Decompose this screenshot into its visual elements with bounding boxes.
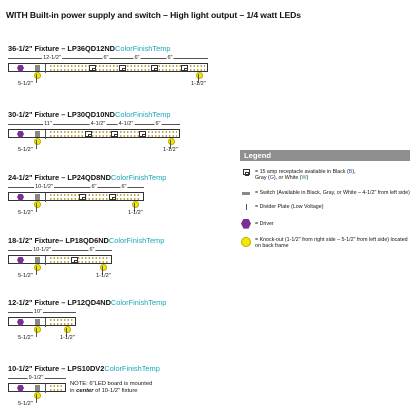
fixture-title (8, 44, 408, 53)
receptacle-text: ) (306, 175, 309, 182)
receptacle-icon (89, 65, 96, 71)
divider-plate (45, 193, 46, 202)
legend-driver-text: = Driver (255, 220, 274, 227)
led-row (49, 194, 141, 196)
receptacle-icon (71, 257, 78, 263)
divider-plate (45, 130, 46, 139)
dim-label: 4-1/2" (90, 121, 106, 127)
fixture-note (70, 381, 152, 395)
divider-plate (45, 318, 46, 327)
dimension-line (8, 250, 112, 251)
fixture-suffix: ColorFinishTemp (110, 298, 167, 307)
fixture-bar (8, 383, 66, 392)
dim-label: 4-1/2" (118, 121, 134, 127)
driver-icon (17, 257, 24, 264)
legend-title: Legend (240, 150, 410, 161)
legend-driver (240, 219, 410, 229)
fixture-size: 30-1/2" Fixture (8, 110, 60, 119)
note-emphasis: center (76, 388, 94, 394)
fixture-30 (8, 110, 408, 153)
fixture-bar (8, 317, 76, 326)
legend-divider-text: = Divider Plate (Low Voltage) (255, 204, 324, 211)
title-sep: – (59, 110, 68, 119)
driver-icon (241, 219, 251, 229)
fixture-suffix: ColorFinishTemp (110, 173, 167, 182)
dim-label: 10-1/2" (33, 247, 51, 253)
receptacle-icon (181, 65, 188, 71)
receptacle-text: ), or White ( (273, 175, 302, 182)
fixture-bar (8, 255, 112, 264)
ko-leader (36, 203, 37, 212)
left-ko-dim: 5-1/2" (18, 210, 33, 216)
fixture-model: LP30QD10ND (67, 110, 116, 119)
dim-label: 6" (167, 55, 173, 61)
left-ko-dim: 5-1/2" (18, 81, 33, 87)
note-post: of 10-1/2" fixture (93, 388, 138, 394)
switch-icon (35, 65, 40, 71)
fixture-title (8, 364, 408, 373)
fixture-suffix: ColorFinishTemp (115, 110, 171, 119)
receptacle-icon (109, 194, 116, 200)
left-ko-dim: 5-1/2" (18, 335, 33, 341)
note-line-2 (70, 388, 152, 395)
ko-leader (36, 266, 37, 275)
switch-icon (35, 257, 40, 263)
legend (240, 150, 410, 249)
fixture-size: 24-1/2" Fixture (8, 173, 60, 182)
receptacle-icon (243, 169, 250, 175)
divider-plate (45, 384, 46, 393)
fixture-size: 12-1/2" Fixture (8, 298, 60, 307)
legend-knockout-text: = Knock-out (1-1/2" from right side – 5-1/2" from left side) located on back frame (255, 236, 408, 250)
switch-icon (35, 194, 40, 200)
driver-icon (17, 385, 24, 392)
dim-label: 10-1/2" (35, 184, 53, 190)
ko-leader (36, 328, 37, 337)
led-row (49, 261, 109, 263)
receptacle-text: ), (352, 169, 356, 175)
dim-label: 11" (44, 121, 52, 127)
header-text: Built-in power supply and switch – High light output – 1/4 watt LEDs (29, 10, 301, 20)
driver-icon (17, 131, 24, 138)
dim-label: 12-1/2" (43, 55, 61, 61)
receptacle-icon (139, 131, 146, 137)
ko-leader (36, 74, 37, 83)
switch-icon (35, 385, 40, 391)
receptacle-icon (85, 131, 92, 137)
left-ko-dim: 5-1/2" (18, 401, 33, 407)
fixture-model: LP18QD6ND (65, 236, 109, 245)
dim-label: 6" (89, 247, 95, 253)
color-code-b: B (348, 169, 353, 175)
dim-label: 6" (103, 55, 109, 61)
ko-leader (36, 140, 37, 149)
dim-label: 9-1/2" (28, 375, 44, 381)
legend-switch-text: = Switch (Available in Black, Gray, or White – 4-1/2" from left side) (255, 189, 410, 196)
fixture-model: LP12QD4ND (67, 298, 111, 307)
left-ko-dim: 5-1/2" (18, 273, 33, 279)
fixture-suffix: ColorFinishTemp (115, 44, 171, 53)
fixture-bar (8, 63, 208, 72)
right-ko-dim: 1-1/2" (128, 210, 143, 216)
left-ko-dim: 5-1/2" (18, 147, 33, 153)
dim-label: 10" (33, 309, 43, 315)
receptacle-icon (79, 194, 86, 200)
switch-icon (242, 192, 250, 195)
title-sep: – (59, 298, 68, 307)
fixture-bar (8, 192, 144, 201)
legend-knockout (240, 237, 410, 250)
fixture-title (8, 298, 408, 307)
fixture-10 (8, 364, 408, 407)
fixture-size: 36-1/2" Fixture (8, 44, 60, 53)
fixture-12 (8, 298, 408, 341)
header-prefix: WITH (6, 10, 28, 20)
title-sep: – (59, 236, 66, 245)
color-code-g: G (269, 175, 274, 182)
switch-icon (35, 319, 40, 325)
driver-icon (17, 319, 24, 326)
receptacle-icon (151, 65, 158, 71)
led-row (49, 319, 73, 321)
led-row (49, 198, 141, 200)
fixture-suffix: ColorFinishTemp (108, 236, 165, 245)
fixture-model: LP24QD8ND (67, 173, 111, 182)
color-code-w: W (301, 175, 307, 182)
led-row (49, 385, 63, 387)
divider-icon (246, 204, 247, 210)
fixture-title (8, 110, 408, 119)
right-ko-dim: 1-1/2" (60, 335, 75, 341)
right-ko-dim: 1-1/2" (191, 81, 206, 87)
fixture-size: 10-1/2" Fixture (8, 364, 60, 373)
note-line-1: NOTE: 6"LED board is mounted (70, 381, 153, 387)
driver-icon (17, 65, 24, 72)
switch-icon (35, 131, 40, 137)
fixture-model: LPS10DV2 (67, 364, 105, 373)
title-sep: – (59, 173, 68, 182)
led-row (49, 389, 63, 391)
page-header (6, 10, 410, 20)
driver-icon (17, 194, 24, 201)
receptacle-icon (119, 65, 126, 71)
receptacle-text: Gray ( (255, 175, 270, 182)
ko-leader (36, 394, 37, 403)
receptacle-text: = 15 amp receptacle available in Black ( (255, 169, 349, 175)
title-sep: – (59, 44, 68, 53)
divider-plate (45, 64, 46, 73)
knockout-icon (241, 237, 251, 247)
fixture-size: 18-1/2" Fixture (8, 236, 60, 245)
divider-plate (45, 256, 46, 265)
legend-receptacle (240, 169, 410, 182)
dim-label: 6" (134, 55, 140, 61)
led-row (49, 323, 73, 325)
right-ko-dim: 1-1/2" (163, 147, 178, 153)
note-pre: in (70, 388, 77, 394)
fixture-bar (8, 129, 180, 138)
legend-receptacle-text (255, 169, 356, 182)
dim-label: 6" (155, 121, 161, 127)
right-ko-dim: 1-1/2" (96, 273, 111, 279)
fixture-model: LP36QD12ND (67, 44, 116, 53)
legend-switch (240, 190, 410, 196)
dim-label: 6" (121, 184, 127, 190)
led-row (49, 257, 109, 259)
title-sep: – (59, 364, 68, 373)
dim-label: 6" (91, 184, 97, 190)
legend-divider (240, 204, 410, 210)
fixture-suffix: ColorFinishTemp (104, 364, 160, 373)
fixture-36 (8, 44, 408, 87)
receptacle-icon (111, 131, 118, 137)
